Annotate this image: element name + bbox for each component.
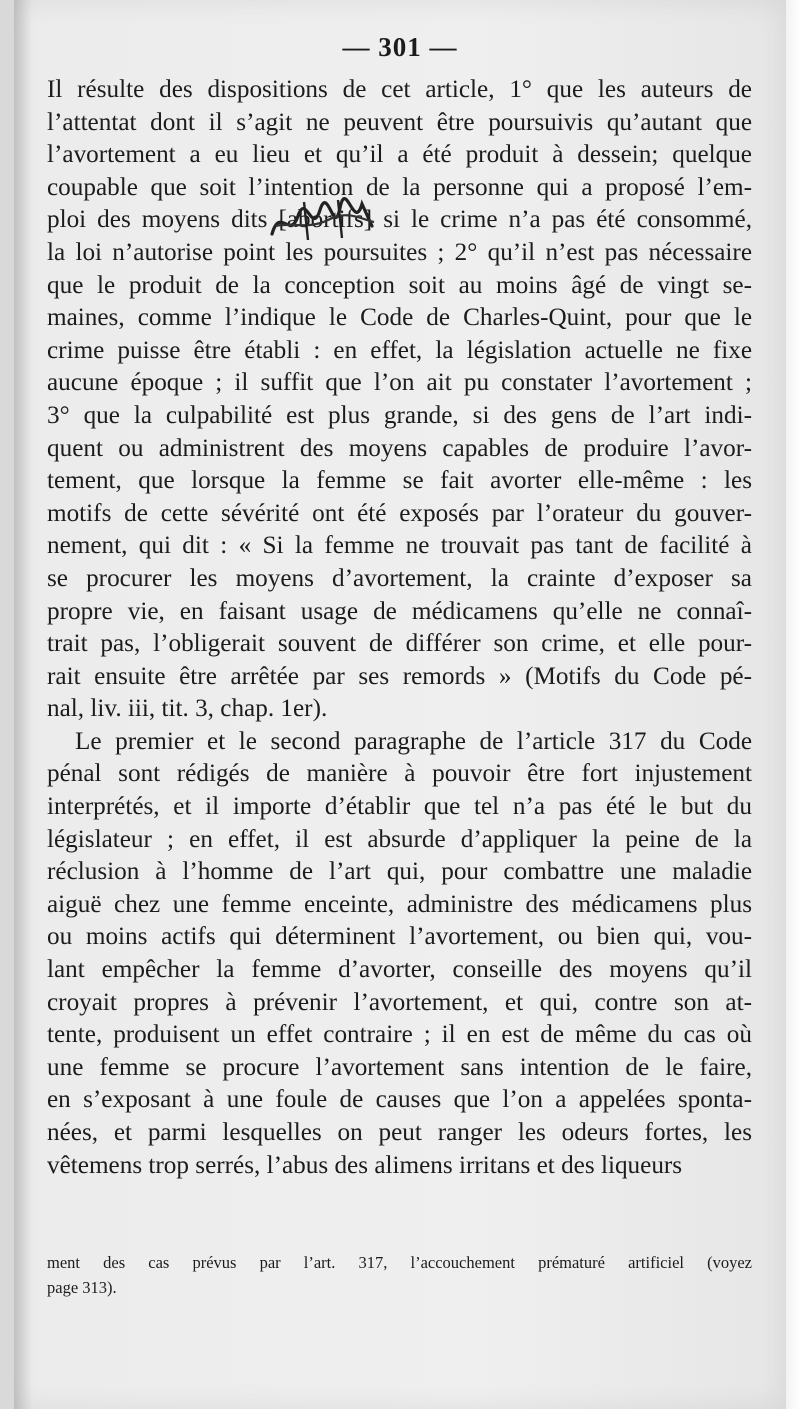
text-line: trait pas, l’obligerait souvent de différer son crime, et elle pour-	[47, 630, 752, 658]
text-line: une femme se procure l’avortement sans intention de le faire,	[47, 1053, 752, 1081]
text-line: en s’exposant à une foule de causes que l’on a appelées sponta-	[47, 1086, 752, 1114]
text-line: nal, liv. iii, tit. 3, chap. 1er).	[47, 695, 328, 723]
text-line: la loi n’autorise point les poursuites ; 2° qu’il n’est pas nécessaire	[47, 238, 752, 266]
text-line: rait ensuite être arrêtée par ses remords » (Motifs du Code pé-	[47, 662, 752, 690]
text-line: législateur ; en effet, il est absurde d’appliquer la peine de la	[47, 825, 752, 853]
text-line: l’avortement a eu lieu et qu’il a été produit à dessein; quelque	[47, 141, 752, 169]
text-line: motifs de cette sévérité ont été exposés par l’orateur du gouver-	[47, 499, 752, 527]
text-line: tement, que lorsque la femme se fait avorter elle-même : les	[47, 467, 752, 495]
page-number: — 301 —	[342, 32, 458, 62]
paragraph-1	[47, 74, 752, 726]
text-line: aiguë chez une femme enceinte, administre des médicamens plus	[47, 890, 752, 918]
text-line: Il résulte des dispositions de cet article, 1° que les auteurs de	[47, 76, 752, 103]
footnote-line: ment des cas prévus par l’art. 317, l’accouchement prématuré artificiel (voyez	[47, 1253, 752, 1272]
text-line: ou moins actifs qui déterminent l’avortement, ou bien qui, vou-	[47, 923, 752, 951]
text-line: interprétés, et il importe d’établir que tel n’a pas été le but du	[47, 793, 752, 821]
text-line: lant empêcher la femme d’avorter, conseille des moyens qu’il	[47, 956, 752, 984]
text-line: croyait propres à prévenir l’avortement, et qui, contre son at-	[47, 988, 752, 1016]
text-line: nées, et parmi lesquelles on peut ranger les odeurs fortes, les	[47, 1119, 752, 1146]
text-line: l’attentat dont il s’agit ne peuvent être poursuivis qu’autant que	[47, 108, 752, 136]
handwritten-annotation-mark	[268, 196, 378, 246]
text-line: ploi des moyens dits [abortifs] si le crime n’a pas été consommé,	[47, 206, 752, 234]
text-line: vêtemens trop serrés, l’abus des alimens irritans et des liqueurs	[47, 1151, 683, 1179]
text-line: pénal sont rédigés de manière à pouvoir être fort injustement	[47, 760, 752, 788]
text-line: aucune époque ; il suffit que l’on ait pu constater l’avortement ;	[47, 369, 752, 397]
text-line: quent ou administrent des moyens capables de produire l’avor-	[47, 434, 752, 462]
text-line: réclusion à l’homme de l’art qui, pour combattre une maladie	[47, 858, 752, 886]
text-line: se procurer les moyens d’avortement, la crainte d’exposer sa	[47, 564, 752, 592]
text-line: tente, produisent un effet contraire ; il en est de même du cas où	[47, 1021, 752, 1049]
text-line: que le produit de la conception soit au moins âgé de vingt se-	[47, 271, 752, 299]
text-line: nement, qui dit : « Si la femme ne trouvait pas tant de facilité à	[47, 532, 752, 560]
page-edge	[786, 0, 800, 1409]
body-text	[47, 74, 752, 1182]
text-line: 3° que la culpabilité est plus grande, si des gens de l’art indi-	[47, 401, 752, 429]
text-line: Le premier et le second paragraphe de l’article 317 du Code	[75, 727, 752, 755]
footnote-line: page 313).	[47, 1278, 117, 1297]
text-line: propre vie, en faisant usage de médicamens qu’elle ne connaî-	[47, 597, 752, 625]
footnote	[47, 1250, 752, 1300]
text-line: maines, comme l’indique le Code de Charles-Quint, pour que le	[47, 304, 752, 332]
text-line: coupable que soit l’intention de la personne qui a proposé l’em-	[47, 173, 752, 201]
paragraph-2	[47, 726, 752, 1182]
text-line: crime puisse être établi : en effet, la législation actuelle ne fixe	[47, 336, 752, 364]
